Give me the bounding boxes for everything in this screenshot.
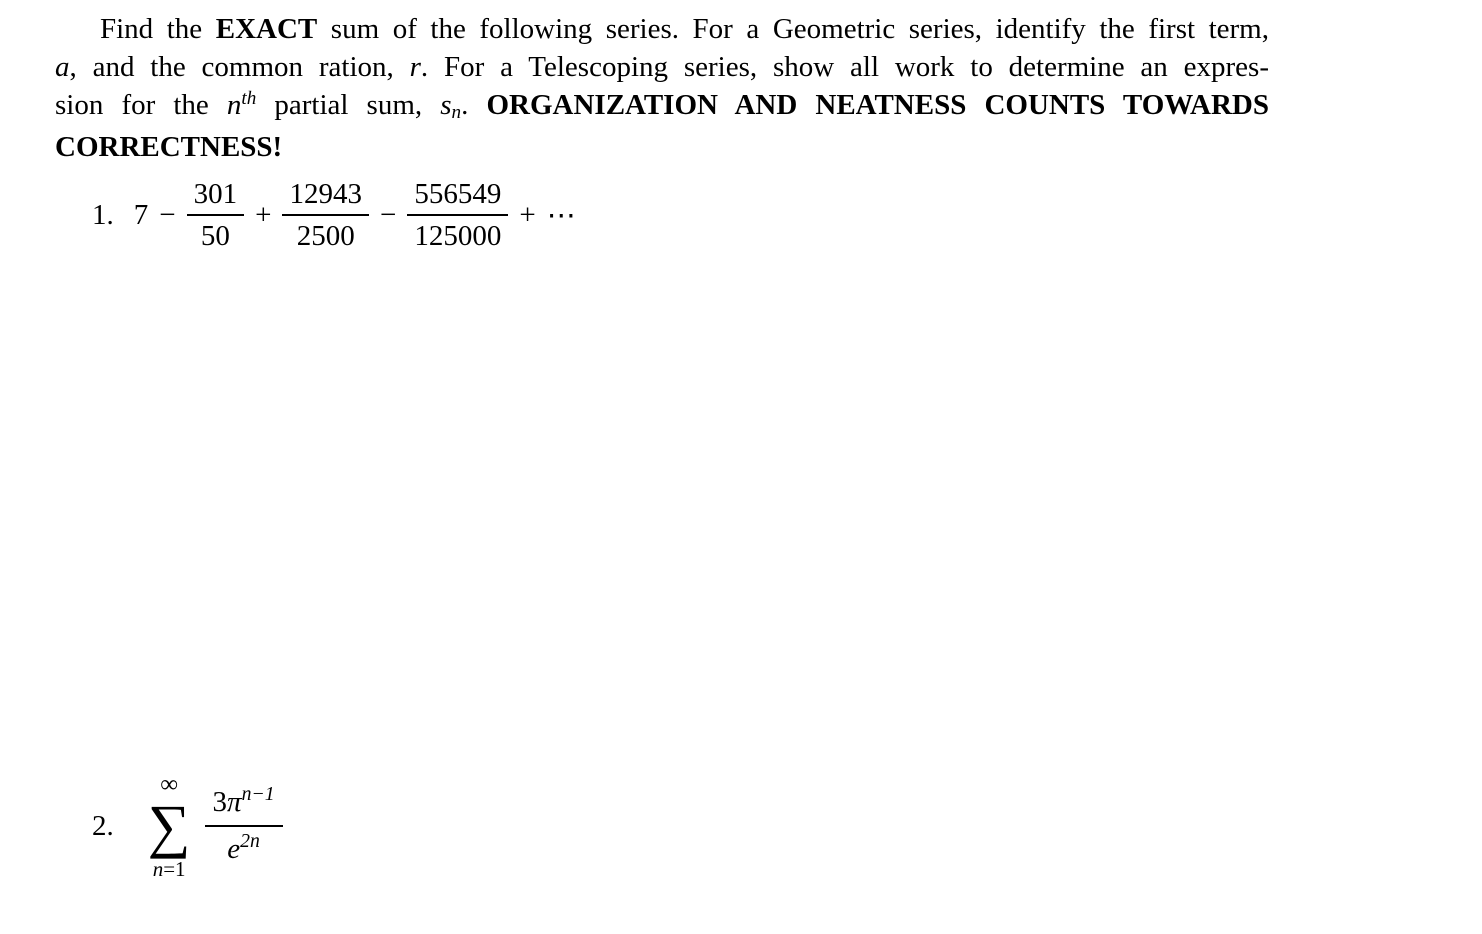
fraction-12943-2500 — [282, 178, 369, 253]
text-segment: partial sum, — [256, 89, 441, 121]
text-segment: , and the common ration, — [69, 51, 410, 83]
text-segment: th — [241, 88, 257, 110]
minus-operator: − — [159, 199, 176, 231]
paragraph-line-2 — [55, 48, 1269, 86]
index-start-value: =1 — [163, 857, 186, 881]
coefficient: 3 — [212, 786, 228, 818]
paragraph-line-1 — [55, 10, 1269, 48]
text-segment: sum of the following series. For a Geometric series, identify the first term, — [317, 13, 1269, 45]
text-segment: a — [55, 51, 70, 83]
summation — [148, 772, 191, 880]
fraction-numerator — [205, 783, 283, 827]
summation-upper-limit: ∞ — [160, 771, 179, 798]
fraction-numerator: 12943 — [282, 178, 369, 216]
problem-1-number: 1. — [92, 199, 114, 231]
fraction-556549-125000 — [407, 178, 508, 253]
problem-1 — [92, 178, 578, 253]
text-segment: n — [451, 102, 462, 124]
text-segment: EXACT — [215, 13, 318, 45]
text-segment: . — [461, 89, 487, 121]
fraction-denominator: 125000 — [414, 220, 502, 252]
e-symbol: e — [227, 833, 241, 865]
text-segment: . For a Telescoping series, show all work to determine an expres- — [420, 51, 1269, 83]
text-segment: CORRECTNESS! — [55, 131, 283, 163]
text-segment: Find the — [100, 13, 216, 45]
problem-2 — [92, 772, 283, 880]
problem-2-number: 2. — [92, 809, 114, 842]
paragraph-line-3 — [55, 86, 1269, 128]
plus-operator: + — [255, 199, 272, 231]
text-segment: sion for the — [55, 89, 227, 121]
instructions-paragraph — [55, 10, 1269, 166]
denominator-exponent: 2n — [240, 830, 260, 853]
numerator-exponent: n−1 — [241, 783, 275, 806]
sigma-icon: ∑ — [147, 793, 191, 859]
ellipsis: ⋯ — [546, 200, 578, 232]
text-segment: n — [226, 89, 242, 121]
problem-1-first-term: 7 — [133, 199, 149, 231]
text-segment: s — [440, 89, 452, 121]
text-segment: ORGANIZATION AND NEATNESS COUNTS TOWARDS — [486, 89, 1269, 121]
minus-operator: − — [379, 199, 397, 231]
text-segment: r — [409, 51, 421, 83]
paragraph-line-4 — [55, 128, 1269, 166]
fraction-denominator: 50 — [200, 220, 230, 252]
fraction-301-50 — [187, 178, 245, 253]
fraction-denominator: 2500 — [296, 220, 355, 252]
index-variable: n — [152, 857, 164, 881]
summation-lower-limit — [153, 859, 186, 880]
summand-fraction — [205, 783, 283, 866]
pi-symbol: π — [227, 786, 242, 818]
fraction-numerator: 556549 — [407, 178, 508, 216]
plus-operator: + — [519, 199, 536, 231]
fraction-numerator: 301 — [187, 178, 245, 216]
fraction-denominator — [205, 827, 283, 866]
